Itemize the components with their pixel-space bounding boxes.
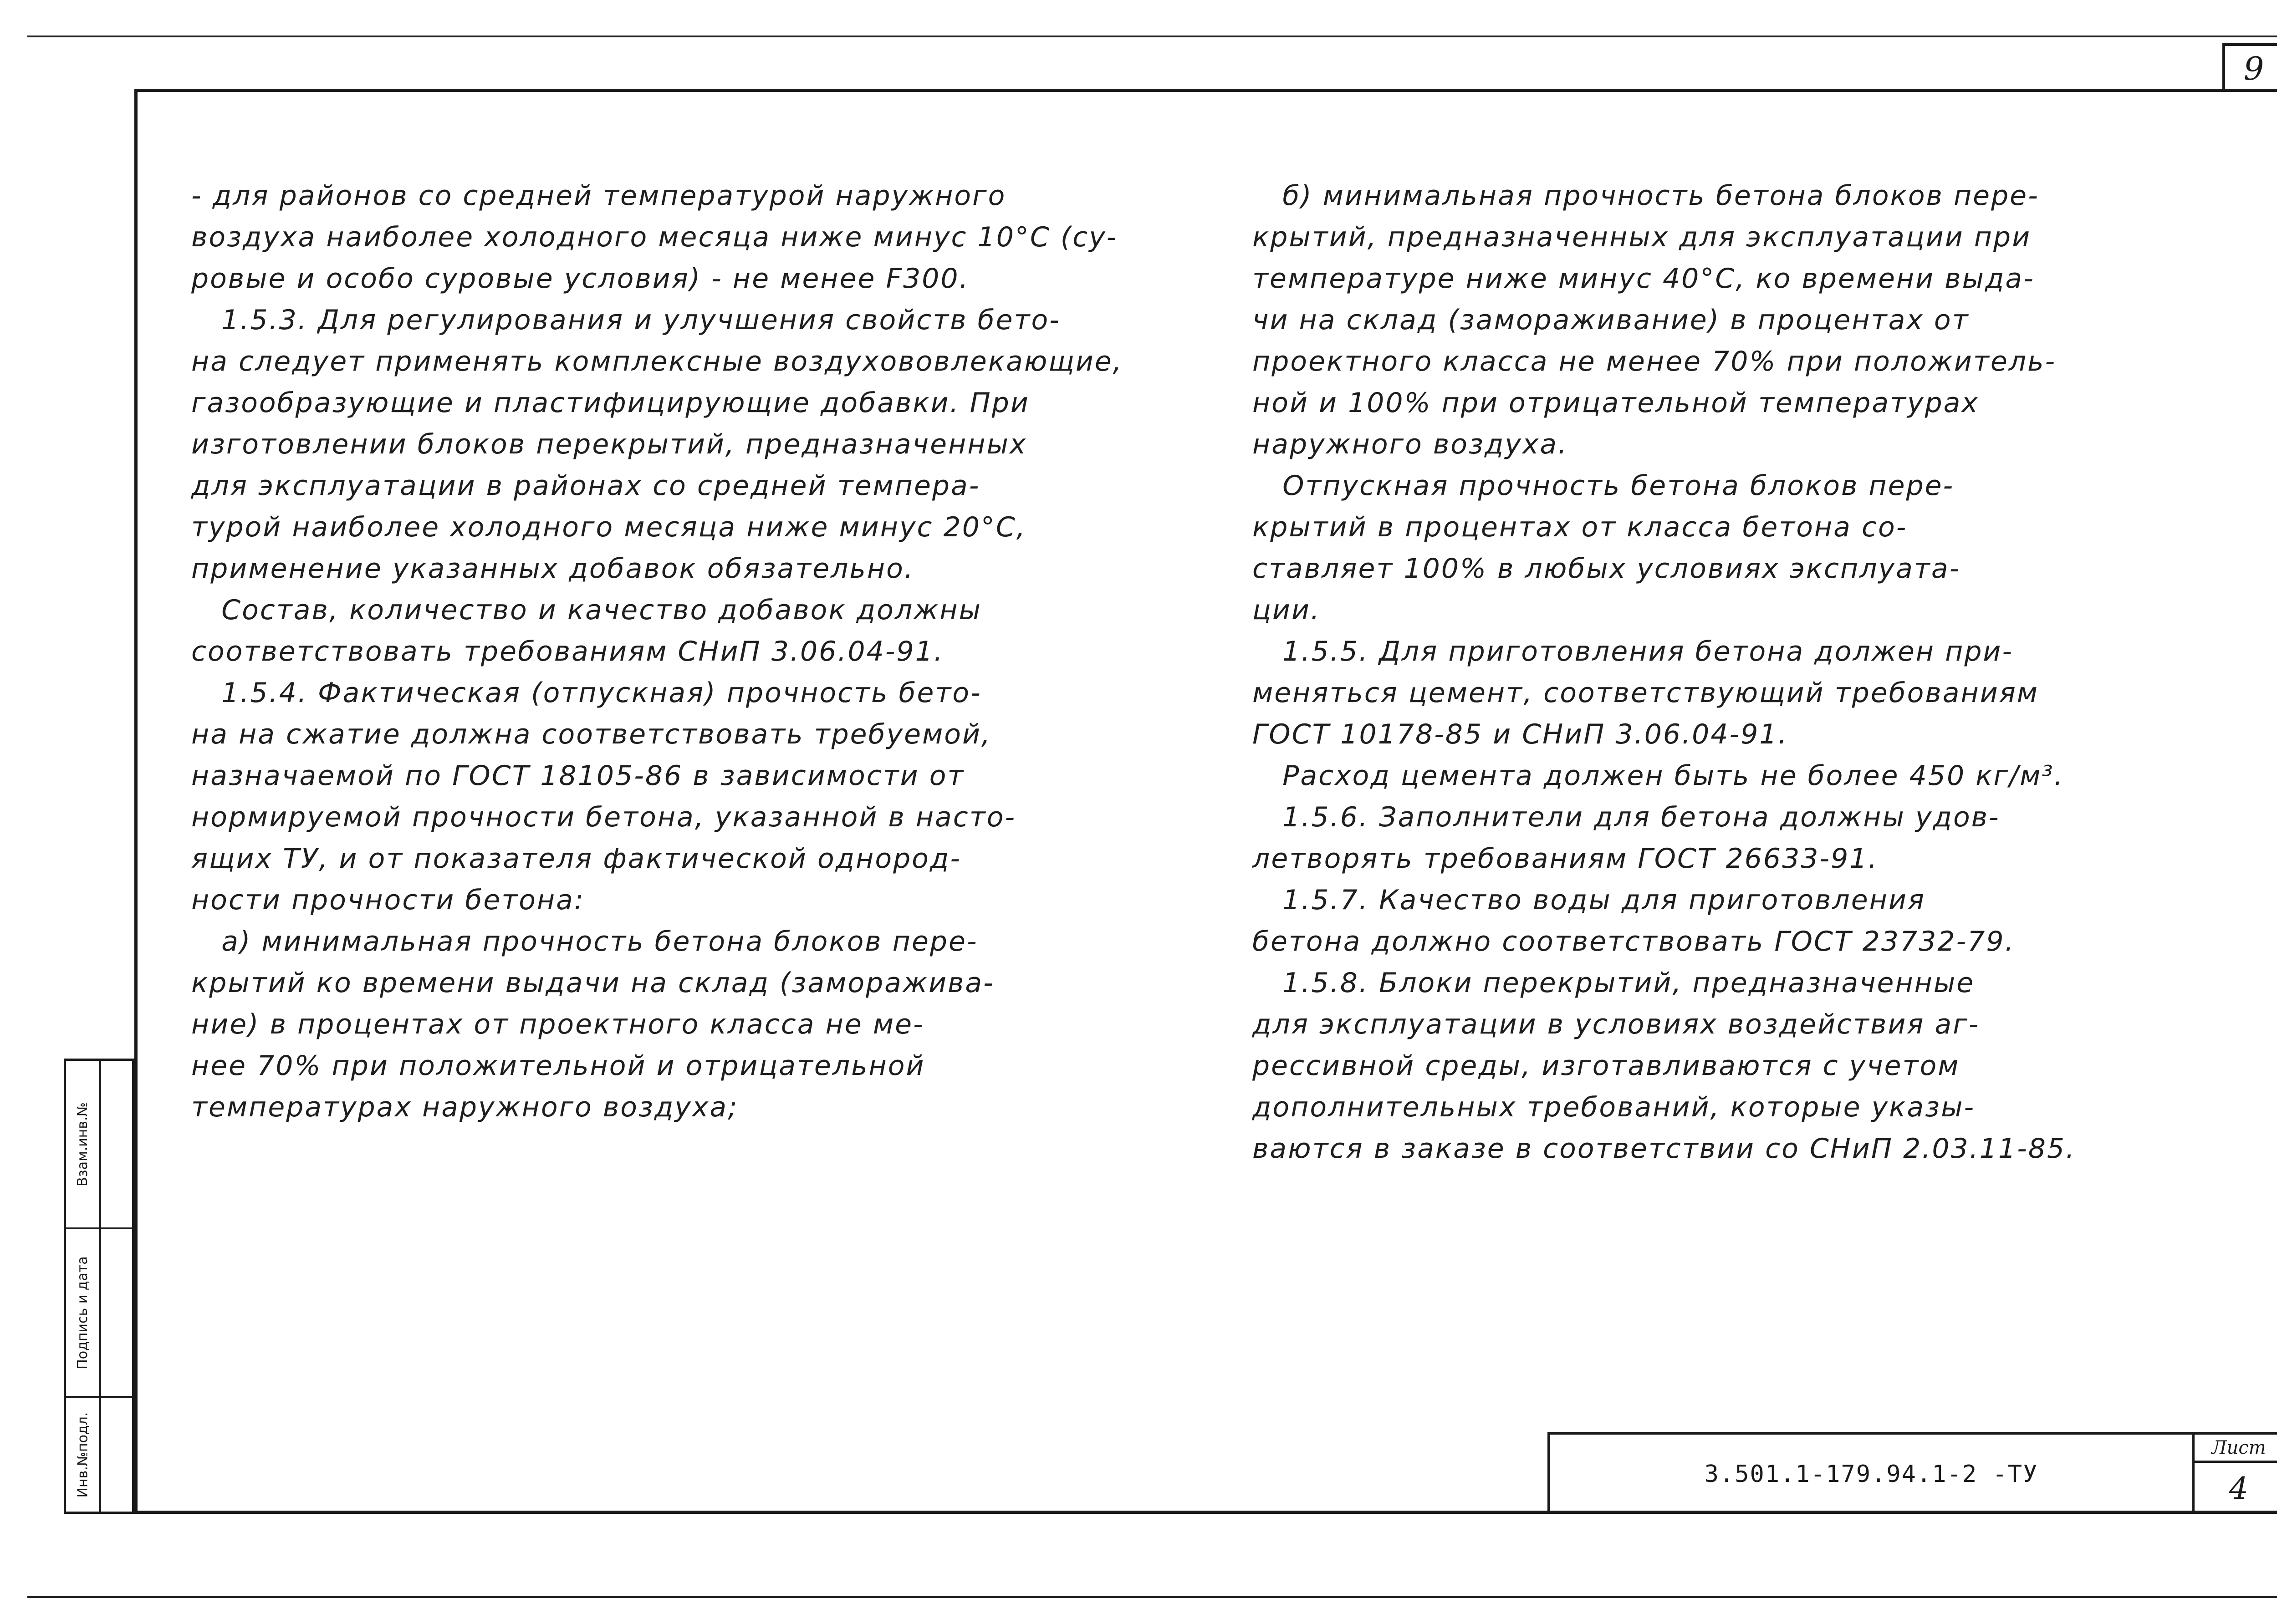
text-line: температурах наружного воздуха; [191,1091,739,1123]
right-text-column [1252,175,2076,1170]
stamp-cell-replacement [66,1061,101,1229]
text-line: 1.5.8. Блоки перекрытий, предназначенные [1252,967,1975,999]
outer-bottom-line [27,1596,2277,1598]
text-line: 1.5.3. Для регулирования и улучшения свойств бето- [191,304,1061,336]
sheet-number: 4 [2229,1471,2248,1506]
text-line: ГОСТ 10178-85 и СНиП 3.06.04-91. [1252,718,1788,750]
text-line: изготовлении блоков перекрытий, предназначенных [191,428,1027,460]
text-line: ности прочности бетона: [191,884,585,916]
title-block [1547,1432,2277,1514]
corner-page-number-box [2222,43,2277,92]
text-line: б) минимальная прочность бетона блоков пере- [1252,180,2039,212]
text-line: ваются в заказе в соответствии со СНиП 2.03.11-85. [1252,1133,2076,1165]
text-line: на следует применять комплексные воздухововлекающие, [191,346,1123,377]
stamp-cell-inventory [66,1398,101,1512]
text-line: а) минимальная прочность бетона блоков пере- [191,926,978,957]
text-line: применение указанных добавок обязательно. [191,553,914,585]
text-line: 1.5.7. Качество воды для приготовления [1252,884,1925,916]
text-line: нормируемой прочности бетона, указанной в насто- [191,801,1016,833]
text-line: рессивной среды, изготавливаются с учетом [1252,1050,1960,1082]
text-line: воздуха наиболее холодного месяца ниже минус 10°С (су- [191,221,1118,253]
text-line: бетона должно соответствовать ГОСТ 23732-79. [1252,926,2015,957]
outer-top-line [27,36,2277,37]
text-line: летворять требованиям ГОСТ 26633-91. [1252,843,1879,875]
text-line: 1.5.5. Для приготовления бетона должен при- [1252,636,2014,667]
text-line: ставляет 100% в любых условиях эксплуата- [1252,553,1961,585]
text-line: соответствовать требованиям СНиП 3.06.04-91. [191,636,944,667]
text-line: нее 70% при положительной и отрицательной [191,1050,925,1082]
text-line: проектного класса не менее 70% при положитель- [1252,346,2057,377]
text-line: ровые и особо суровые условия) - не менее F300. [191,263,970,295]
document-code: 3.501.1-179.94.1-2 -ТУ [1704,1461,2038,1488]
text-line: для эксплуатации в районах со средней темпера- [191,470,980,502]
text-line: Расход цемента должен быть не более 450 кг/м³. [1252,760,2064,792]
stamp-blank-replacement [101,1061,132,1229]
text-line: температуре ниже минус 40°С, ко времени выда- [1252,263,2035,295]
text-line: наружного воздуха. [1252,428,1568,460]
stamp-label-inventory: Инв.№подл. [75,1412,91,1497]
text-line: ной и 100% при отрицательной температурах [1252,387,1979,419]
sheet-label: Лист [2195,1435,2277,1463]
text-line: крытий ко времени выдачи на склад (заморажива- [191,967,995,999]
text-line: 1.5.6. Заполнители для бетона должны удов- [1252,801,2000,833]
text-line: - для районов со средней температурой наружного [191,180,1006,212]
text-line: крытий, предназначенных для эксплуатации при [1252,221,2032,253]
text-line: 1.5.4. Фактическая (отпускная) прочность бето- [191,677,982,709]
stamp-blank-signature [101,1229,132,1398]
text-line: Состав, количество и качество добавок должны [191,594,982,626]
text-line: ции. [1252,594,1321,626]
text-line: газообразующие и пластифицирующие добавки. При [191,387,1030,419]
text-line: дополнительных требований, которые указы- [1252,1091,1976,1123]
text-line: назначаемой по ГОСТ 18105-86 в зависимости от [191,760,965,792]
stamp-cell-signature [66,1229,101,1398]
stamp-blank-inventory [101,1398,132,1512]
text-line: крытий в процентах от класса бетона со- [1252,511,1908,543]
text-line: ние) в процентах от проектного класса не ме- [191,1008,924,1040]
sheet-cell [2192,1435,2277,1514]
text-line: Отпускная прочность бетона блоков пере- [1252,470,1955,502]
corner-page-number: 9 [2243,50,2264,87]
text-line: меняться цемент, соответствующий требованиям [1252,677,2039,709]
text-line: чи на склад (замораживание) в процентах от [1252,304,1970,336]
approval-stamp-strip [64,1059,134,1514]
left-text-column [191,175,1123,1128]
text-line: турой наиболее холодного месяца ниже минус 20°С, [191,511,1026,543]
text-line: для эксплуатации в условиях воздействия аг- [1252,1008,1980,1040]
stamp-label-signature: Подпись и дата [75,1256,91,1369]
text-line: ящих ТУ, и от показателя фактической однород- [191,843,962,875]
text-line: на на сжатие должна соответствовать требуемой, [191,718,992,750]
stamp-label-replacement: Взам.инв.№ [75,1102,91,1186]
